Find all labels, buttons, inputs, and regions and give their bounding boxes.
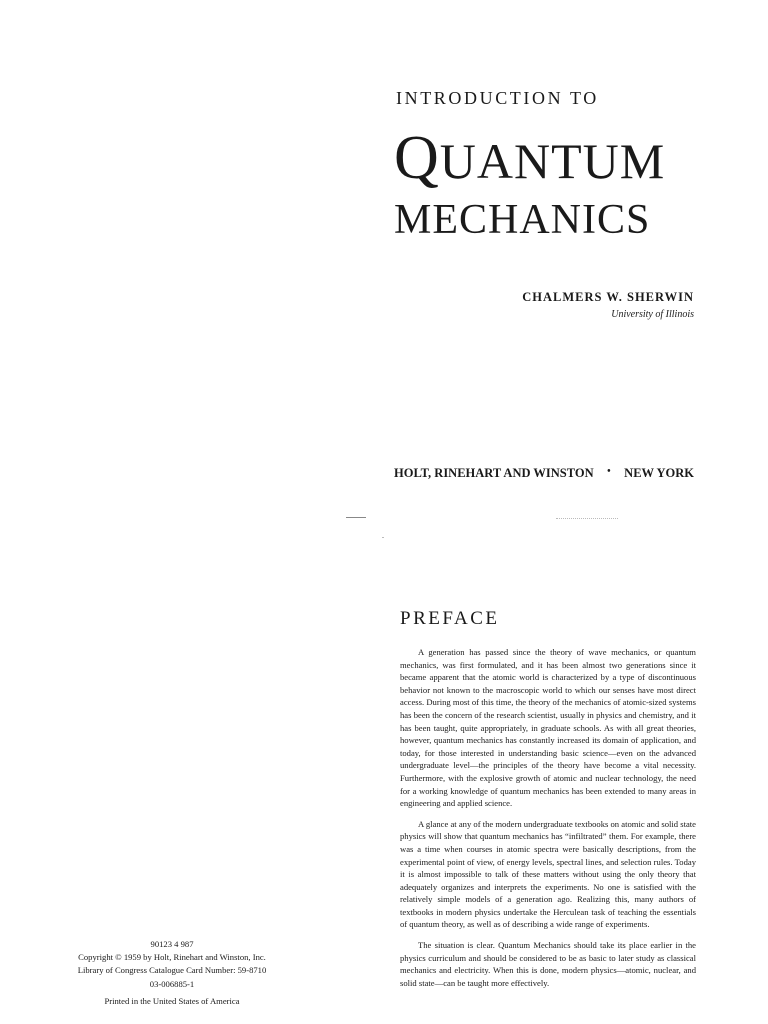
- print-number: 90123 4 987: [150, 939, 194, 949]
- preface-heading: PREFACE: [400, 608, 500, 629]
- book-title-line-1: [394, 124, 666, 192]
- publisher-line: [394, 466, 694, 481]
- scan-speck: [382, 537, 384, 538]
- preface-paragraph: A generation has passed since the theory of wave mechanics, or quantum mechanics, was first formulated, and it has been almost two generations since it became apparent that the atomic world is characterized by a type of discontinuous behavior not known to the macroscopic world to which our senses have most direct access. During most of this time, the theory of the mechanics of atomic-sized systems has been the concern of the research scientist, usually in physics and chemistry, and it has been taught, quite appropriately, in graduate schools. As with all great theories, however, quantum mechanics has constantly increased its domain of application, and today, for those interested in understanding basic science—even on the advanced undergraduate level—the principles of the theory have become a vital necessity. Furthermore, with the explosive growth of atomic and nuclear technology, the need for a working knowledge of quantum mechanics has been extended to many areas in engineering and applied science.: [400, 647, 696, 809]
- isbn-number: 03-006885-1: [149, 978, 195, 989]
- preface-paragraph: A glance at any of the modern undergraduate textbooks on atomic and solid state physics will show that quantum mechanics has “infiltrated” them. For example, there was a time when courses in atomic spectra were basically descriptions, from the experimental point of view, of energy levels, spectral lines, and selection rules. Today it is almost impossible to talk of these matters without using the only theory that adequately organizes and interprets the experiments. No one is satisfied with the relatively simple models of a generation ago. Realizing this, many authors of textbooks in modern physics undertake the Herculean task of teaching the essentials of quantum theory, as well as of describing a wide range of experiments.: [400, 818, 696, 930]
- title-intro: INTRODUCTION TO: [396, 88, 599, 108]
- publisher-separator: •: [607, 466, 611, 477]
- title-initial-capital: Q: [394, 124, 440, 192]
- copyright-notice: Copyright © 1959 by Holt, Rinehart and Winston, Inc.: [78, 952, 266, 963]
- printed-in: Printed in the United States of America: [104, 995, 240, 1006]
- catalog-number: Library of Congress Catalogue Card Number: 59-8710: [77, 965, 267, 976]
- copyright-block: [56, 938, 288, 1008]
- author-affiliation: University of Illinois: [611, 309, 694, 320]
- preface-paragraph: The situation is clear. Quantum Mechanics should take its place earlier in the physics curriculum and should be considered to be as basic to later study as classical mechanics and electricity. When this is done, modern physics—atomic, nuclear, and solid state—can be taught more effectively.: [400, 940, 696, 988]
- preface-body: [400, 646, 696, 997]
- publisher-city: NEW YORK: [624, 466, 694, 480]
- publisher-name: HOLT, RINEHART AND WINSTON: [394, 466, 594, 480]
- book-title-line-2: MECHANICS: [394, 197, 651, 243]
- author-name: CHALMERS W. SHERWIN: [522, 290, 694, 304]
- title-word-rest: UANTUM: [439, 133, 666, 189]
- page-divider-mark: [346, 517, 366, 518]
- page-divider-dots: [556, 518, 618, 519]
